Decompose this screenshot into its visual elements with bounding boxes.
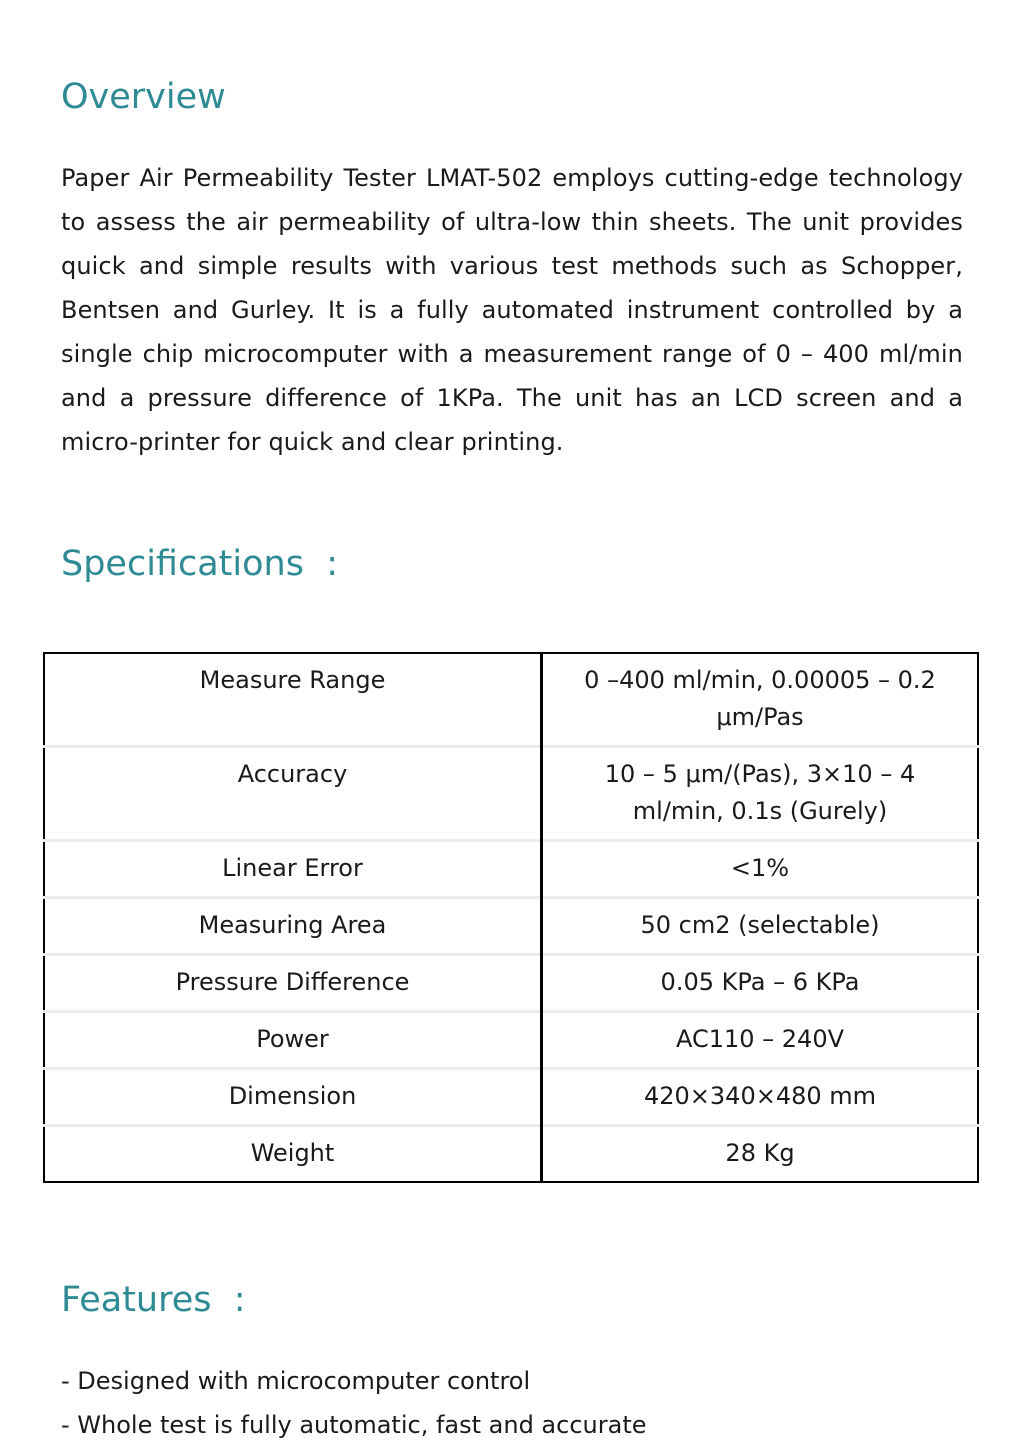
spec-label: Linear Error xyxy=(44,841,542,898)
spec-value: 0.05 KPa – 6 KPa xyxy=(542,955,979,1012)
spec-label: Measure Range xyxy=(44,653,542,747)
spec-value: 0 –400 ml/min, 0.00005 – 0.2 μm/Pas xyxy=(584,666,936,731)
spec-value: 50 cm2 (selectable) xyxy=(542,898,979,955)
table-row xyxy=(44,1126,978,1183)
table-row xyxy=(44,1069,978,1126)
spec-label: Weight xyxy=(44,1126,542,1183)
features-list xyxy=(61,1359,647,1447)
spec-label: Pressure Difference xyxy=(44,955,542,1012)
spec-value: 28 Kg xyxy=(542,1126,979,1183)
list-item: - Designed with microcomputer control xyxy=(61,1367,531,1395)
table-row xyxy=(44,898,978,955)
spec-value: <1% xyxy=(542,841,979,898)
spec-label: Accuracy xyxy=(44,747,542,841)
spec-value: AC110 – 240V xyxy=(542,1012,979,1069)
table-row xyxy=(44,955,978,1012)
specifications-table xyxy=(43,652,979,1183)
table-row xyxy=(44,841,978,898)
spec-label: Dimension xyxy=(44,1069,542,1126)
table-row xyxy=(44,653,978,747)
overview-paragraph: Paper Air Permeability Tester LMAT-502 employs cutting-edge technology to assess the air permeability of ultra-low thin sheets. The unit provides quick and simple results with various test methods such as Schopper, Bentsen and Gurley. It is a fully automated instrument controlled by a single chip microcomputer with a measurement range of 0 – 400 ml/min and a pressure difference of 1KPa. The unit has an LCD screen and a micro-printer for quick and clear printing. xyxy=(61,164,963,456)
table-row xyxy=(44,747,978,841)
spec-label: Measuring Area xyxy=(44,898,542,955)
list-item: - Whole test is fully automatic, fast and accurate xyxy=(61,1411,647,1439)
spec-label: Power xyxy=(44,1012,542,1069)
spec-value: 10 – 5 μm/(Pas), 3×10 – 4 ml/min, 0.1s (Gurely) xyxy=(542,747,979,841)
overview-heading: Overview xyxy=(61,77,226,117)
table-row xyxy=(44,1012,978,1069)
specifications-heading: Specifications : xyxy=(61,544,338,584)
spec-value: 420×340×480 mm xyxy=(542,1069,979,1126)
features-heading: Features : xyxy=(61,1280,246,1320)
